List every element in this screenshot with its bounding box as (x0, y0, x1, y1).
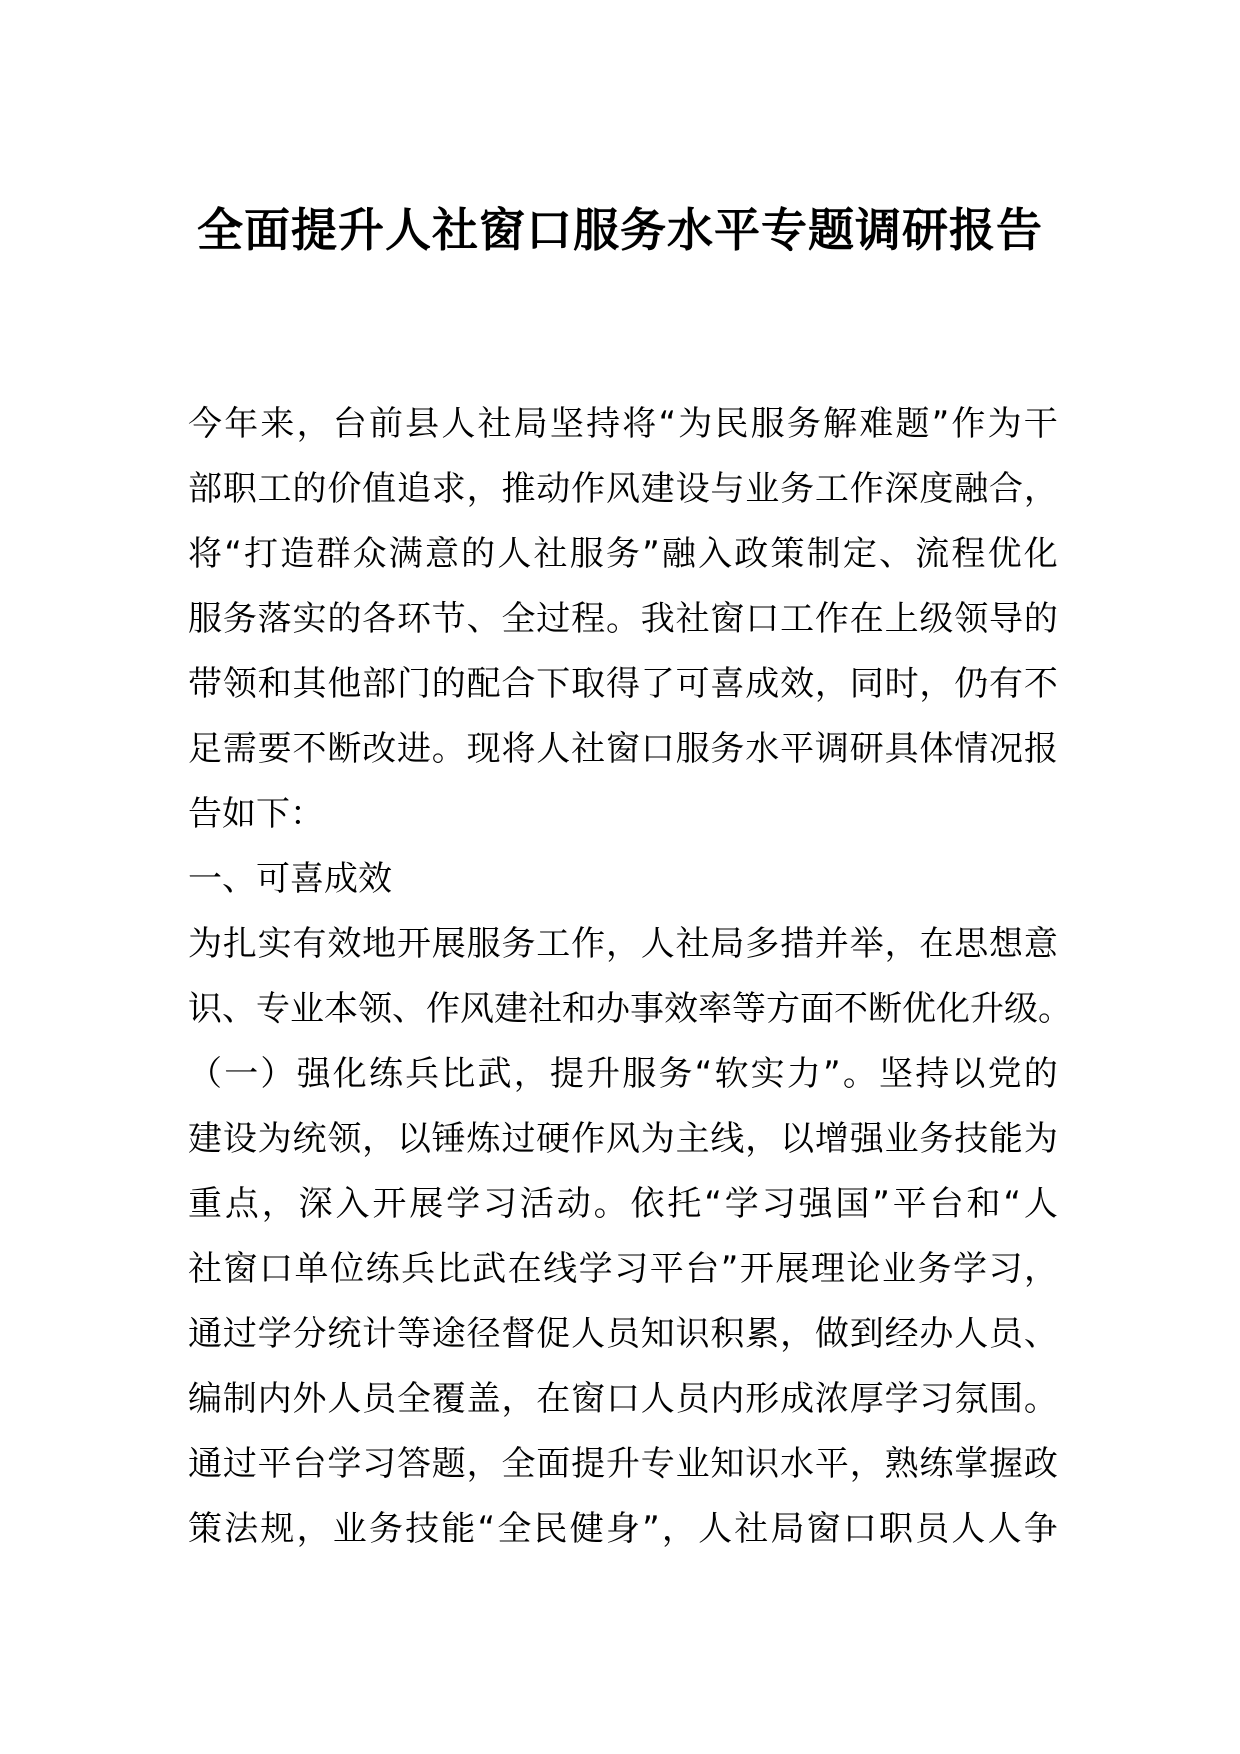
body-line-10: 识 、 专 业 本 领 、 作 风 建 社 和 办 事 效 率 等 方 面 不 断 优 化 升 级 。 (188, 989, 1072, 1029)
document-title: 全面提升人社窗口服务水平专题调研报告 (197, 203, 1043, 257)
body-line-9: 为 扎 实 有 效 地 开 展 服 务 工 作 ， 人 社 局 多 措 并 举 ， 在 思 想 意 (188, 924, 1058, 964)
body-line-12: 建 设 为 统 领 ， 以 锤 炼 过 硬 作 风 为 主 线 ， 以 增 强 业 务 技 能 为 (188, 1119, 1058, 1159)
section-heading: 一、可喜成效 (188, 859, 392, 899)
body-line-6: 足 需 要 不 断 改 进 。 现 将 人 社 窗 口 服 务 水 平 调 研 具 体 情 况 报 (188, 729, 1058, 769)
body-line-2: 部 职 工 的 价 值 追 求 ， 推 动 作 风 建 设 与 业 务 工 作 深 度 融 合 ， (188, 469, 1058, 509)
body-line-14: 社 窗 口 单 位 练 兵 比 武 在 线 学 习 平 台 ” 开 展 理 论 业 务 学 习 ， (188, 1249, 1058, 1289)
body-line-17: 通 过 平 台 学 习 答 题 ， 全 面 提 升 专 业 知 识 水 平 ， 熟 练 掌 握 政 (188, 1444, 1058, 1484)
body-line-11: （ 一 ） 强 化 练 兵 比 武 ， 提 升 服 务 “ 软 实 力 ” 。 坚 持 以 党 的 (188, 1054, 1058, 1094)
body-line-13: 重 点 ， 深 入 开 展 学 习 活 动 。 依 托 “ 学 习 强 国 ” 平 台 和 “ 人 (188, 1184, 1058, 1224)
body-line-3: 将 “ 打 造 群 众 满 意 的 人 社 服 务 ” 融 入 政 策 制 定 、 流 程 优 化 (188, 534, 1058, 574)
document-body (188, 392, 1072, 1562)
body-line-4: 服 务 落 实 的 各 环 节 、 全 过 程 。 我 社 窗 口 工 作 在 上 级 领 导 的 (188, 599, 1058, 639)
body-line-5: 带 领 和 其 他 部 门 的 配 合 下 取 得 了 可 喜 成 效 ， 同 时 ， 仍 有 不 (188, 664, 1058, 704)
body-line-1: 今 年 来 ， 台 前 县 人 社 局 坚 持 将 “ 为 民 服 务 解 难 题 ” 作 为 干 (188, 404, 1058, 444)
body-line-18: 策 法 规 ， 业 务 技 能 “ 全 民 健 身 ” ， 人 社 局 窗 口 职 员 人 人 争 (188, 1509, 1058, 1549)
body-line-7: 告如下： (188, 794, 324, 834)
body-line-15: 通 过 学 分 统 计 等 途 径 督 促 人 员 知 识 积 累 ， 做 到 经 办 人 员 、 (188, 1314, 1058, 1354)
body-line-16: 编 制 内 外 人 员 全 覆 盖 ， 在 窗 口 人 员 内 形 成 浓 厚 学 习 氛 围 。 (188, 1379, 1058, 1419)
